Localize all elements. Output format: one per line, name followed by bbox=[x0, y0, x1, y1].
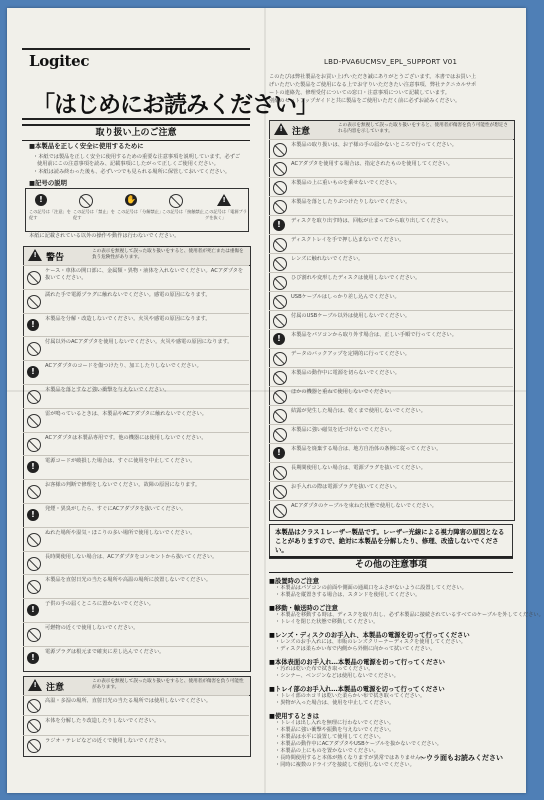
prohibit-icon bbox=[27, 390, 39, 402]
caution-right-text: 本製品の取り扱いは、お子様の手の届かないところで行ってください。 bbox=[291, 142, 457, 148]
caution-right-text: 長期間使用しない場合は、電源プラグを抜いてください。 bbox=[291, 465, 426, 471]
caution-right-text: 結露が発生した場合は、乾くまで使用しないでください。 bbox=[291, 408, 426, 414]
warning-text: お客様の判断で修理をしないでください。故障の原因になります。 bbox=[45, 482, 201, 489]
warning-text: ACアダプタのコードを傷つけたり、加工したりしないでください。 bbox=[45, 363, 202, 370]
caution-right-text: 付属のUSBケーブル以外は使用しないでください。 bbox=[291, 313, 411, 319]
prohibit-icon bbox=[27, 342, 39, 354]
prohibit-icon bbox=[273, 200, 285, 212]
symbol-warning-icon: ! bbox=[217, 194, 231, 206]
safety-heading: 取り扱い上のご注意 bbox=[22, 124, 250, 141]
intro-line-2: げいただいた製品をご使用になる上でお守りいただきたい注意事項、弊社テクニカルサポ bbox=[269, 82, 477, 88]
prohibit-icon bbox=[273, 466, 285, 478]
other-notes-section-title: ■本体表面のお手入れ…本製品の電源を切って行ってください bbox=[269, 659, 445, 666]
caution-right-text: ディスクを取り出す時は、回転が止まってから取り出してください。 bbox=[291, 218, 452, 224]
other-notes-line: ・本製品は水平に設置して使用してください。 bbox=[275, 734, 384, 740]
symbol-caption-1: この記号は「注意」を促す bbox=[29, 209, 71, 220]
warning-text: ケース・車体の開口部に、金属類・異物・液体を入れないでください。ACアダプタを抜いてください。 bbox=[45, 268, 244, 282]
warning-text: 可燃物の近くで使用しないでください。 bbox=[45, 625, 139, 631]
other-notes-section-title: ■設置時のご注意 bbox=[269, 578, 320, 585]
fold-crease-vertical bbox=[264, 8, 266, 793]
safety-subheading: ■本製品を正しく安全に使用するために bbox=[29, 142, 144, 150]
caution-bottom-header bbox=[23, 676, 251, 696]
caution-right-text: ACアダプタのケーブルを束ねた状態で使用しないでください。 bbox=[291, 503, 437, 509]
warning-text: 電源プラグは根元まで確実に差し込んでください。 bbox=[45, 648, 165, 655]
caution-right-text: ひび割れや変形したディスクは使用しないでください。 bbox=[291, 275, 421, 281]
prohibit-icon bbox=[273, 143, 285, 155]
caution-right-text: 本製品を落としたりぶつけたりしないでください。 bbox=[291, 199, 411, 205]
symbol-caption-4: この記号は「接触禁止」 bbox=[162, 209, 209, 214]
caution-bottom-text: 本体を分解したり改造したりしないでください。 bbox=[45, 718, 160, 724]
prohibit-icon bbox=[273, 276, 285, 288]
mandatory-icon: ! bbox=[273, 219, 285, 231]
mandatory-icon: ! bbox=[27, 509, 39, 521]
other-notes-line: ・トレイは出し入れを無理に行わないでください。 bbox=[275, 720, 395, 726]
warning-text: ACアダプタは本製品専用です。他の機器には使用しないでください。 bbox=[45, 434, 207, 441]
other-notes-section-title: ■使用するときは bbox=[269, 713, 320, 720]
caution-right-label: 注意 bbox=[292, 127, 311, 137]
prohibit-icon bbox=[273, 295, 285, 307]
caution-right-text: ディスクトレイを手で押し込まないでください。 bbox=[291, 237, 405, 243]
caution-right-text: お手入れの際は電源プラグを抜いてください。 bbox=[291, 484, 400, 490]
mandatory-icon: ! bbox=[273, 447, 285, 459]
mandatory-icon: ! bbox=[273, 333, 285, 345]
warning-triangle-icon: ! bbox=[28, 249, 42, 261]
other-notes-line: ・同時に複数のドライブを接続して使用しないでください。 bbox=[275, 762, 415, 768]
caution-right-text: 本製品をパソコンから取り外す場合は、正しい手順で行ってください。 bbox=[291, 332, 457, 338]
prohibit-icon bbox=[273, 390, 285, 402]
caution-right-text: USBケーブルはしっかり差し込んでください。 bbox=[291, 294, 400, 300]
caution-triangle-icon: ! bbox=[28, 679, 42, 691]
mandatory-icon: ! bbox=[27, 319, 39, 331]
prohibit-icon bbox=[27, 719, 39, 731]
symbol-caption-5: この記号は「電源プラグを抜く」 bbox=[205, 209, 247, 220]
warning-header bbox=[23, 246, 251, 266]
safety-body-3: ・本紙は読み終わった後も、必ずいつでも見られる場所に保管しておいてください。 bbox=[33, 169, 231, 175]
caution-bottom-text: 高温・多湿の場所、直射日光の当たる場所では使用しないでください。 bbox=[45, 698, 212, 704]
prohibit-icon bbox=[273, 409, 285, 421]
intro-line-3: ートの連絡先、修理受付についての窓口・注意事項について記載しています。 bbox=[269, 90, 450, 96]
prohibit-icon bbox=[27, 533, 39, 545]
caution-right-text: データのバックアップを定期的に行ってください。 bbox=[291, 351, 410, 357]
other-notes-line: ・トレイを閉じた状態で移動してください。 bbox=[275, 619, 379, 625]
warning-text: 付属以外のACアダプタを使用しないでください。火災や感電の原因になります。 bbox=[45, 339, 233, 346]
symbol-legend-heading: ■記号の説明 bbox=[29, 179, 67, 187]
warning-text: 雷が鳴っているときは、本製品やACアダプタに触れないでください。 bbox=[45, 410, 207, 417]
intro-line-1: このたびは弊社製品をお買い上げいただき誠にありがとうございます。本書ではお買い上 bbox=[269, 74, 477, 80]
prohibit-icon bbox=[27, 628, 39, 640]
safety-body-1: ・本紙では製品を正しく安全に使用するための重要な注意事項を説明しています。必ずご bbox=[33, 154, 241, 160]
other-notes-line: ・ディスクは柔らかい布で内側から外側に向かって拭いてください。 bbox=[275, 646, 436, 652]
instruction-sheet bbox=[7, 8, 544, 793]
symbol-touch-prohibit-icon bbox=[169, 194, 181, 206]
mandatory-icon: ! bbox=[27, 604, 39, 616]
other-notes-line: ・シンナー、ベンジンなどは使用しないでください。 bbox=[275, 673, 399, 679]
caution-bottom-description: この表示を無視して誤った取り扱いをすると、使用者が傷害を負う可能性があります。 bbox=[92, 679, 244, 690]
other-notes-line: ・本製品はパソコンの前面や側面の通風口をふさがないように設置してください。 bbox=[275, 585, 467, 591]
caution-bottom-label: 注意 bbox=[46, 683, 65, 693]
prohibit-icon bbox=[27, 739, 39, 751]
back-side-note: 〜ウラ面もお読みください bbox=[419, 754, 503, 762]
prohibit-icon bbox=[27, 485, 39, 497]
prohibit-icon bbox=[273, 238, 285, 250]
prohibit-icon bbox=[273, 371, 285, 383]
safety-body-2: 使用前にこの注意事項を読み、記載事項にしたがって正しくご使用ください。 bbox=[37, 161, 219, 167]
warning-text: 電源コードが破損した場合は、すぐに使用を中止してください。 bbox=[45, 458, 196, 465]
prohibit-icon bbox=[273, 162, 285, 174]
symbol-prohibit-icon bbox=[79, 194, 91, 206]
symbol-caption-3: この記号は「分解禁止」 bbox=[117, 209, 164, 214]
warning-text: 濡れた手で電源プラグに触れないでください。感電の原因になります。 bbox=[45, 291, 211, 298]
other-notes-line: ・本製品の上にものを置かないでください。 bbox=[275, 748, 379, 754]
prohibit-icon bbox=[27, 699, 39, 711]
other-notes-section-title: ■レンズ・ディスクのお手入れ、本製品の電源を切って行ってください bbox=[269, 632, 470, 639]
prohibit-icon bbox=[27, 414, 39, 426]
intro-line-4: 別紙のセットアップガイドと共に製品をご使用いただく前に必ずお読みください。 bbox=[269, 98, 461, 104]
prohibit-icon bbox=[27, 438, 39, 450]
warning-text: 本製品を直射日光の当たる場所や高温の場所に放置しないでください。 bbox=[45, 577, 212, 584]
symbol-note: 本紙に記載されている以外の操作や動作は行わないでください。 bbox=[29, 233, 180, 239]
mandatory-icon: ! bbox=[27, 461, 39, 473]
prohibit-icon bbox=[273, 257, 285, 269]
other-notes-line: ・汚れは乾いた布で拭き取ってください。 bbox=[275, 666, 374, 672]
warning-text: 本製品を落とすなど強い衝撃を与えないでください。 bbox=[45, 387, 170, 393]
other-notes-line: ・本製品を縦置きする場合は、スタンドを使用してください。 bbox=[275, 592, 421, 598]
symbol-caution-icon: ! bbox=[35, 194, 47, 206]
prohibit-icon bbox=[273, 428, 285, 440]
prohibit-icon bbox=[273, 504, 285, 516]
other-notes-heading: その他の注意事項 bbox=[269, 556, 513, 573]
document-code: LBD-PVA6UCMSV_EPL_SUPPORT V01 bbox=[324, 58, 458, 66]
caution-right-text: レンズに触れないでください。 bbox=[291, 256, 364, 262]
warning-text: ぬれた場所や湿気・ほこりの多い場所で使用しないでください。 bbox=[45, 529, 196, 536]
caution-right-header bbox=[269, 120, 515, 140]
prohibit-icon bbox=[27, 295, 39, 307]
warning-text: 本製品を分解・改造しないでください。火災や感電の原因になります。 bbox=[45, 315, 211, 322]
prohibit-icon bbox=[27, 271, 39, 283]
caution-right-text: 本製品の上に重いものを乗せないでください。 bbox=[291, 180, 400, 186]
caution-right-text: 本製品の動作中に電源を切らないでください。 bbox=[291, 370, 400, 376]
warning-description: この表示を無視して誤った取り扱いをすると、使用者が死亡または重傷を負う危険性があります。 bbox=[92, 249, 244, 260]
other-notes-line: ・長時間使用すると本体が熱くなりますが異常ではありません。 bbox=[275, 755, 426, 761]
prohibit-icon bbox=[27, 557, 39, 569]
other-notes-section-title: ■移動・輸送時のご注意 bbox=[269, 605, 338, 612]
laser-notice: 本製品はクラス１レーザー製品です。レーザー光線による視力障害の原因となることがありますので、絶対に本製品を分解したり、修理、改造しないでください。 bbox=[269, 524, 513, 559]
prohibit-icon bbox=[273, 314, 285, 326]
other-notes-line: ・レンズのお手入れには、市販のレンズクリーナーディスクを使用してください。 bbox=[275, 639, 466, 645]
caution-bottom-text: ラジオ・テレビなどの近くで使用しないでください。 bbox=[45, 738, 170, 744]
symbol-disassembly-icon: ✋ bbox=[126, 195, 136, 204]
symbol-caption-2: この記号は「禁止」を促す bbox=[73, 209, 115, 220]
caution-right-text: 本製品を廃棄する場合は、地方自治体の条例に従ってください。 bbox=[291, 446, 442, 452]
other-notes-line: ・本製品の動作中にACアダプタやUSBケーブルを抜かないでください。 bbox=[275, 741, 442, 747]
caution-right-text: ほかの機器と重ねて使用しないでください。 bbox=[291, 389, 395, 395]
brand-logo: Logitec bbox=[29, 52, 90, 70]
caution-right-text: 本製品に強い磁気を近づけないでください。 bbox=[291, 427, 395, 433]
mandatory-icon: ! bbox=[27, 652, 39, 664]
prohibit-icon bbox=[27, 580, 39, 592]
header-rule-bottom bbox=[22, 118, 250, 120]
warning-text: 発煙・異臭がしたら、すぐにACアダプタを抜いてください。 bbox=[45, 506, 187, 512]
mandatory-icon: ! bbox=[27, 366, 39, 378]
warning-label: 警告 bbox=[46, 253, 65, 263]
other-notes-line: ・本製品を移動する時は、ディスクを取り出し、必ず本製品に接続されているすべてのケーブルを外してください。 bbox=[275, 612, 544, 618]
prohibit-icon bbox=[273, 181, 285, 193]
caution-right-triangle-icon: ! bbox=[274, 123, 288, 135]
other-notes-line: ・異物が入った場合は、使用を中止してください。 bbox=[275, 700, 395, 706]
prohibit-icon bbox=[273, 485, 285, 497]
prohibit-icon bbox=[273, 352, 285, 364]
other-notes-line: ・トレイ部のホコリは乾いた柔らかい布で拭き取ってください。 bbox=[275, 693, 426, 699]
warning-text: 長時間使用しない場合は、ACアダプタをコンセントから抜いてください。 bbox=[45, 553, 218, 560]
page-title: 「はじめにお読みください」 bbox=[32, 92, 318, 118]
caution-right-description: この表示を無視して誤った取り扱いをすると、使用者が傷害を負う可能性が想定される内容を示しています。 bbox=[338, 123, 508, 134]
caution-right-text: ACアダプタを使用する場合は、指定されたものを使用してください。 bbox=[291, 161, 453, 167]
right-column bbox=[269, 8, 544, 793]
header-rule-top bbox=[22, 48, 250, 50]
other-notes-section-title: ■トレイ部のお手入れ…本製品の電源を切って行ってください bbox=[269, 686, 445, 693]
other-notes-line: ・本製品に強い衝撃や振動を与えないでください。 bbox=[275, 727, 395, 733]
warning-text: 子供の手の届くところに置かないでください。 bbox=[45, 601, 154, 608]
